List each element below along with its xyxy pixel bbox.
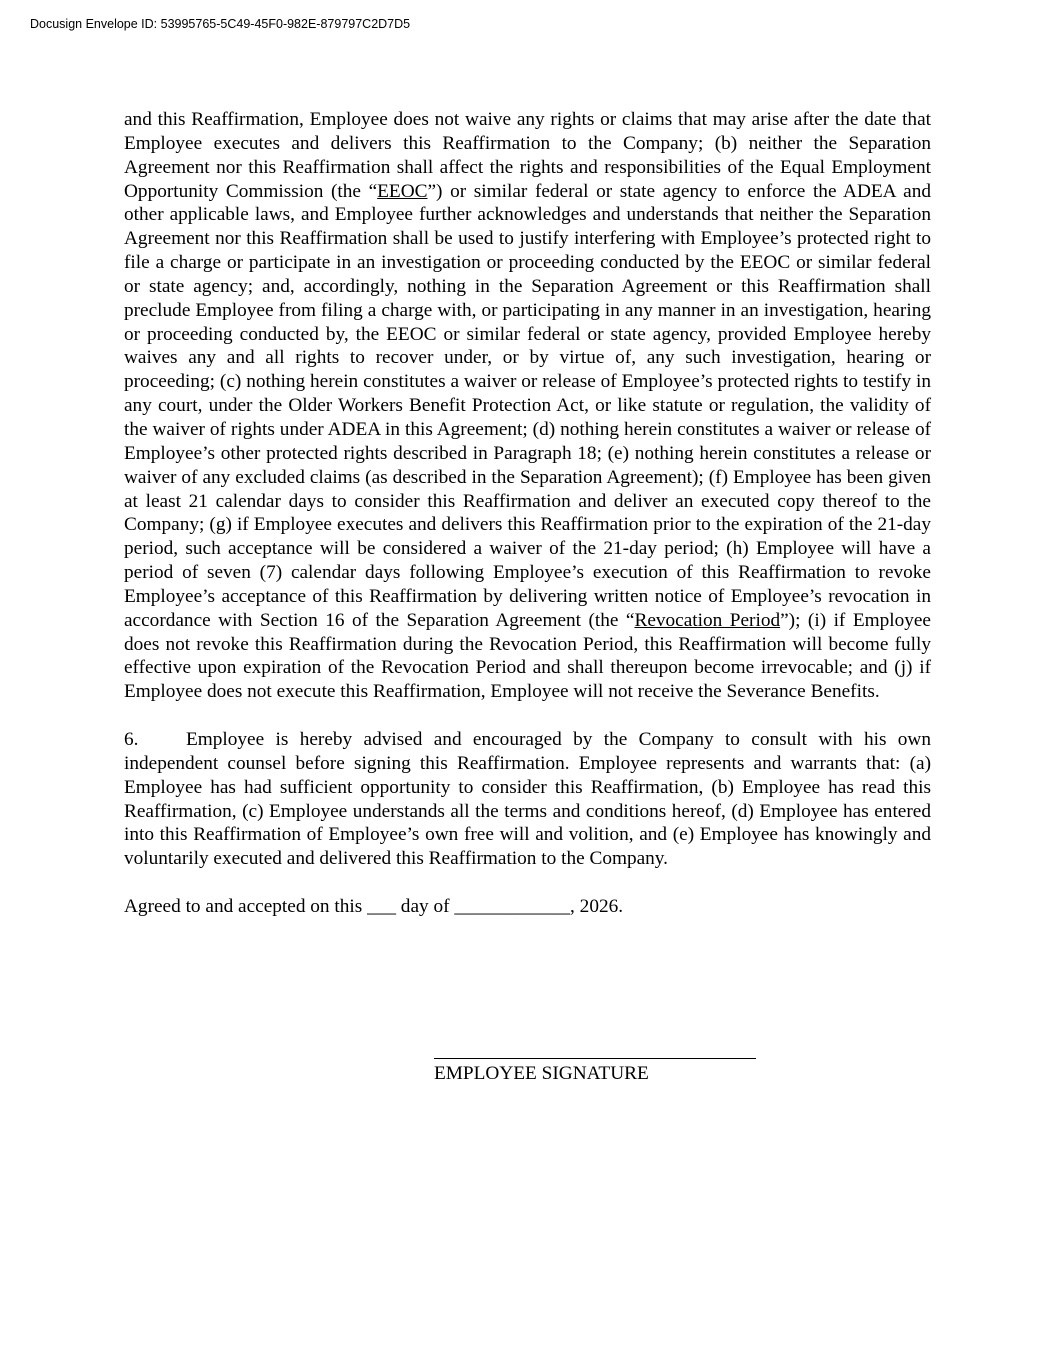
- agreed-date-line: Agreed to and accepted on this ___ day of ____________, 2026.: [124, 896, 624, 918]
- paragraph-6: [124, 728, 931, 871]
- employee-signature-label: EMPLOYEE SIGNATURE: [434, 1063, 649, 1084]
- document-body: [124, 108, 931, 919]
- defined-term-eeoc: EEOC: [377, 180, 428, 202]
- signature-line: [434, 1058, 756, 1059]
- paragraph-continued: [124, 108, 931, 704]
- defined-term-revocation-period: Revocation Period: [634, 609, 781, 631]
- paragraph-6-number: 6.: [124, 729, 139, 751]
- paragraph-continued-part3: ”); (i) if Employee does not revoke this Reaffirmation during the Revocation Period, this Reaffirmation will become fully effective upon expiration of the Revocation Period and shall thereupon become irrevocable; and (j) if Employee does not execute this Reaffirmation, Employee will not receive the Severance Benefits.: [124, 609, 931, 703]
- paragraph-6-text: Employee is hereby advised and encouraged by the Company to consult with his own independent counsel before signing this Reaffirmation. Employee represents and warrants that: (a) Employee has had sufficient opportunity to consider this Reaffirmation, (b) Employee has read this Reaffirmation, (c) Employee understands all the terms and conditions hereof, (d) Employee has entered into this Reaffirmation of Employee’s own free will and volition, and (e) Employee has knowingly and voluntarily executed and delivered this Reaffirmation to the Company.: [124, 729, 931, 870]
- docusign-envelope-id: Docusign Envelope ID: 53995765-5C49-45F0-982E-879797C2D7D5: [30, 17, 411, 31]
- signature-block: [434, 1058, 756, 1085]
- paragraph-continued-part1: and this Reaffirmation, Employee does not waive any rights or claims that may arise after the date that Employee executes and delivers this Reaffirmation to the Company; (b) neither the Separation Agreement nor this Reaffirmation shall affect the rights and responsibilities of the Equal Employment Opportunity Commission (the “: [124, 109, 931, 202]
- paragraph-continued-part2: ”) or similar federal or state agency to enforce the ADEA and other applicable laws, and Employee further acknowledges and understands that neither the Separation Agreement nor this Reaffirmation shall be used to justify interfering with Employee’s protected right to file a charge or participate in an investigation or proceeding conducted by the EEOC or similar federal or state agency; and, accordingly, nothing in the Separation Agreement or this Reaffirmation shall preclude Employee from filing a charge with, or participating in any manner in an investigation, hearing or proceeding conducted by, the EEOC or similar federal or state agency, provided Employee hereby waives any and all rights to recover under, or by virtue of, any such investigation, hearing or proceeding; (c) nothing herein constitutes a waiver or release of Employee’s protected rights to testify in any court, under the Older Workers Benefit Protection Act, or like statute or regulation, the validity of the waiver of rights under ADEA in this Agreement; (d) nothing herein constitutes a waiver or release of Employee’s other protected rights described in Paragraph 18; (e) nothing herein constitutes a release or waiver of any excluded claims (as described in the Separation Agreement); (f) Employee has been given at least 21 calendar days to consider this Reaffirmation and deliver an executed copy thereof to the Company; (g) if Employee executes and delivers this Reaffirmation prior to the expiration of the 21-day period, such acceptance will be considered a waiver of the 21-day period; (h) Employee will have a period of seven (7) calendar days following Employee’s execution of this Reaffirmation to revoke Employee’s acceptance of this Reaffirmation by delivering written notice of Employee’s revocation in accordance with Section 16 of the Separation Agreement (the “: [124, 180, 931, 631]
